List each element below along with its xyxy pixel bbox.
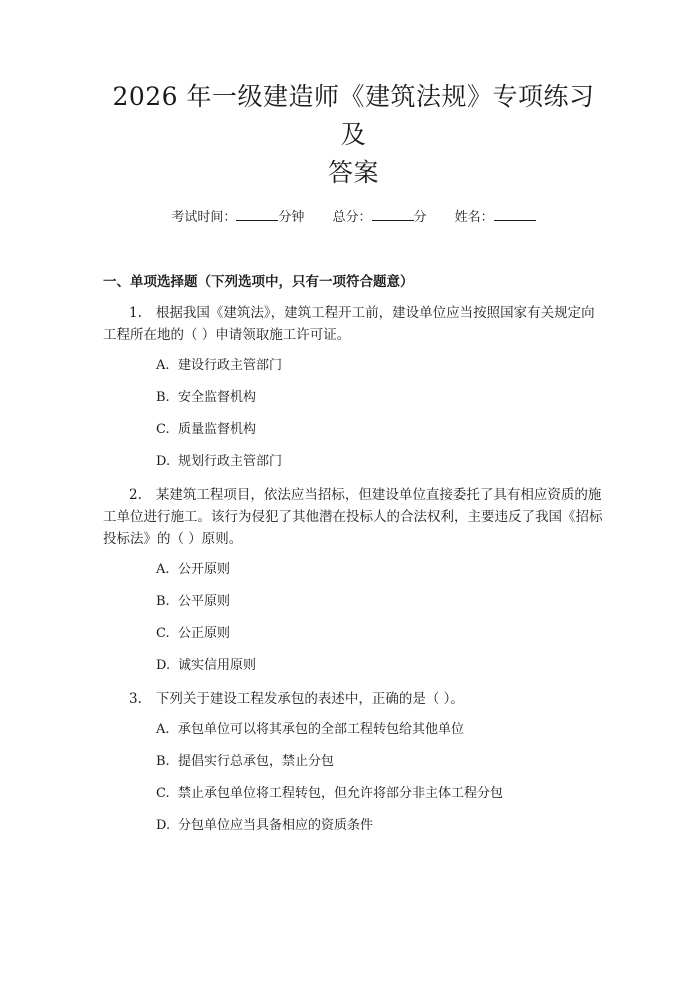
question-3: [103, 688, 604, 836]
name-blank: [494, 206, 536, 221]
option-letter: A.: [156, 722, 170, 737]
question-2: [103, 484, 604, 676]
option-text: 承包单位可以将其承包的全部工程转包给其他单位: [178, 722, 465, 737]
option-c: [103, 624, 604, 644]
option-text: 诚实信用原则: [178, 658, 257, 673]
name-field: [455, 206, 536, 228]
total-score-blank: [372, 206, 414, 221]
question-number: 3.: [129, 691, 142, 707]
option-letter: D.: [156, 818, 171, 833]
question-body: 根据我国《建筑法》，建筑工程开工前，建设单位应当按照国家有关规定向工程所在地的（ ）申请领取施工许可证。: [103, 305, 595, 343]
exam-info: [103, 206, 604, 228]
total-score-label: 总分：: [332, 210, 372, 225]
option-text: 质量监督机构: [178, 422, 257, 437]
exam-time-label: 考试时间：: [171, 210, 237, 225]
option-text: 公正原则: [178, 626, 231, 641]
option-text: 公开原则: [178, 562, 231, 577]
option-letter: D.: [156, 658, 171, 673]
question-body: 下列关于建设工程发承包的表述中，正确的是（ ）。: [155, 691, 464, 707]
option-d: [103, 656, 604, 676]
option-text: 规划行政主管部门: [178, 454, 283, 469]
option-b: [103, 752, 604, 772]
option-letter: B.: [156, 390, 170, 405]
question-text: [103, 302, 604, 346]
question-number: 2.: [129, 487, 142, 503]
exam-time-field: [171, 206, 304, 228]
option-text: 公平原则: [178, 594, 231, 609]
question-text: [103, 688, 604, 710]
total-score-unit: 分: [413, 210, 427, 225]
option-a: [103, 560, 604, 580]
option-b: [103, 388, 604, 408]
option-text: 安全监督机构: [178, 390, 257, 405]
option-d: [103, 452, 604, 472]
question-body: 某建筑工程项目，依法应当招标，但建设单位直接委托了具有相应资质的施工单位进行施工。该行为侵犯了其他潜在投标人的合法权利，主要违反了我国《招标投标法》的（ ）原则。: [103, 487, 603, 547]
total-score-field: [332, 206, 426, 228]
option-a: [103, 356, 604, 376]
document-page: [0, 78, 700, 983]
option-text: 禁止承包单位将工程转包，但允许将部分非主体工程分包: [178, 786, 504, 801]
option-letter: B.: [156, 754, 170, 769]
question-1: [103, 302, 604, 472]
exam-time-blank: [236, 206, 278, 221]
option-text: 分包单位应当具备相应的资质条件: [178, 818, 374, 833]
option-letter: A.: [156, 358, 170, 373]
option-b: [103, 592, 604, 612]
exam-time-unit: 分钟: [278, 210, 305, 225]
option-text: 提倡实行总承包，禁止分包: [178, 754, 335, 769]
name-label: 姓名：: [454, 210, 494, 225]
question-text: [103, 484, 604, 550]
option-c: [103, 420, 604, 440]
option-list: [103, 356, 604, 472]
option-c: [103, 784, 604, 804]
option-text: 建设行政主管部门: [178, 358, 283, 373]
option-a: [103, 720, 604, 740]
option-letter: B.: [156, 594, 170, 609]
section-heading: 一、单项选择题（下列选项中，只有一项符合题意）: [103, 274, 414, 290]
option-list: [103, 560, 604, 676]
option-letter: A.: [156, 562, 170, 577]
option-letter: D.: [156, 454, 171, 469]
option-letter: C.: [156, 422, 170, 437]
document-title: [103, 78, 604, 192]
title-line-1: 2026 年一级建造师《建筑法规》专项练习及: [112, 82, 595, 149]
option-d: [103, 816, 604, 836]
title-line-2: 答案: [327, 158, 379, 187]
option-letter: C.: [156, 786, 170, 801]
option-letter: C.: [156, 626, 170, 641]
question-number: 1.: [129, 305, 142, 321]
option-list: [103, 720, 604, 836]
